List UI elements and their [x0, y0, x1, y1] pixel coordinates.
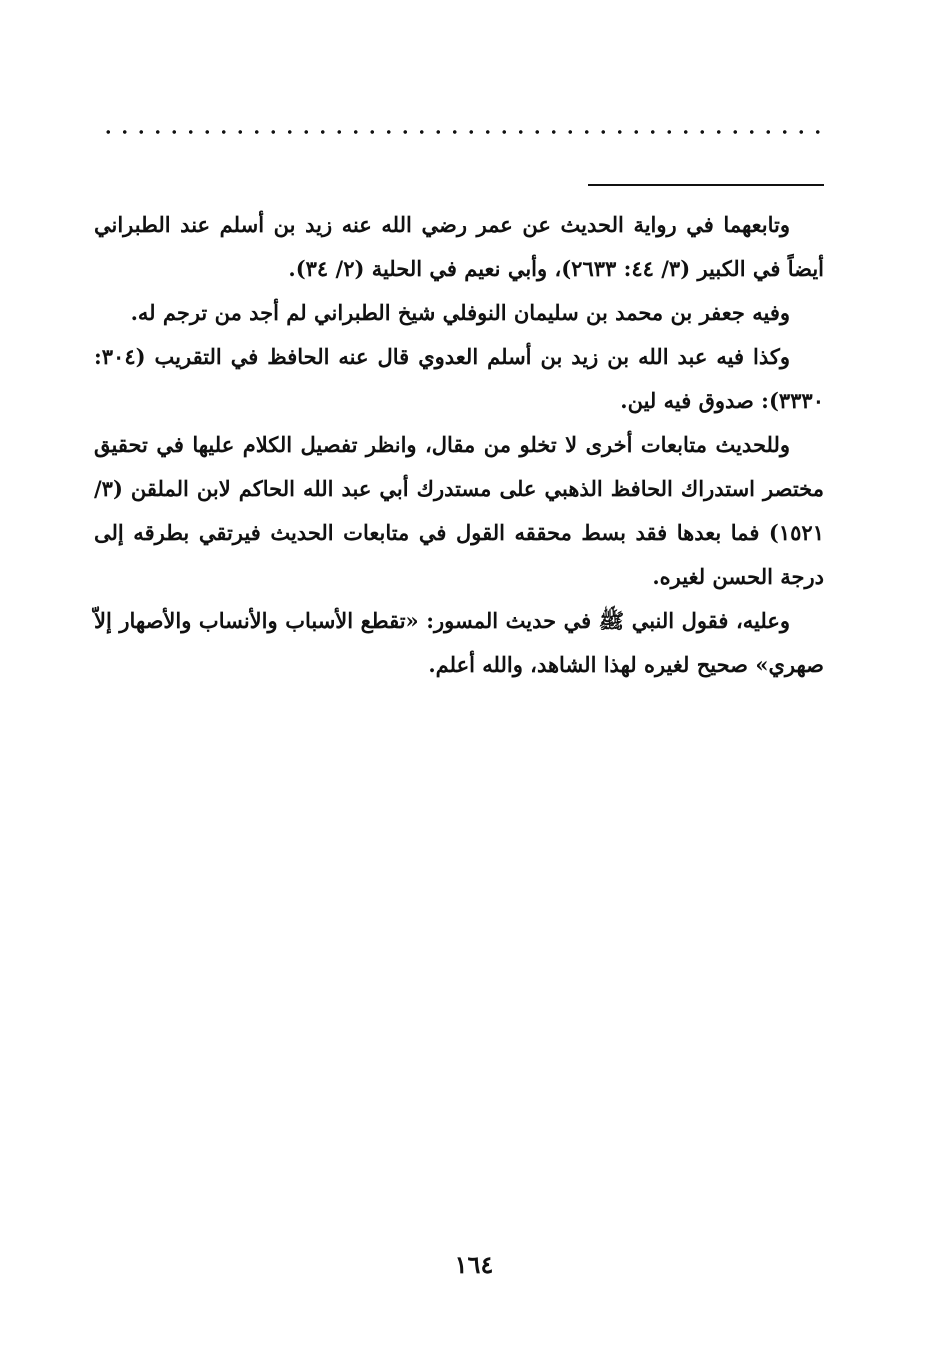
- page-number: ١٦٤: [454, 1250, 494, 1279]
- footnote-rule: [588, 184, 824, 186]
- paragraph: وتابعهما في رواية الحديث عن عمر رضي الله عنه زيد بن أسلم عند الطبراني أيضاً في الكبير (٣/ ٤٤: ٢٦٣٣)، وأبي نعيم في الحلية (٢/ ٣٤).: [94, 212, 824, 281]
- dotted-separator: [100, 122, 826, 142]
- paragraph: وفيه جعفر بن محمد بن سليمان النوفلي شيخ الطبراني لم أجد من ترجم له.: [130, 300, 790, 325]
- paragraph: وللحديث متابعات أخرى لا تخلو من مقال، وانظر تفصيل الكلام عليها في تحقيق مختصر استدراك الحافظ الذهبي على مستدرك أبي عبد الله الحاكم لابن الملقن (٣/ ١٥٢١) فما بعدها فقد بسط محققه القول في متابعات الحديث فيرتقي بطرقه إلى درجة الحسن لغيره.: [94, 432, 824, 589]
- paragraph: وعليه، فقول النبي ﷺ في حديث المسور: «تقطع الأسباب والأنساب والأصهار إلاّ صهري» صحيح لغيره لهذا الشاهد، والله أعلم.: [94, 608, 824, 677]
- paragraph: وكذا فيه عبد الله بن زيد بن أسلم العدوي قال عنه الحافظ في التقريب (٣٠٤: ٣٣٣٠): صدوق فيه لين.: [94, 344, 824, 413]
- footnote-text: [94, 203, 824, 687]
